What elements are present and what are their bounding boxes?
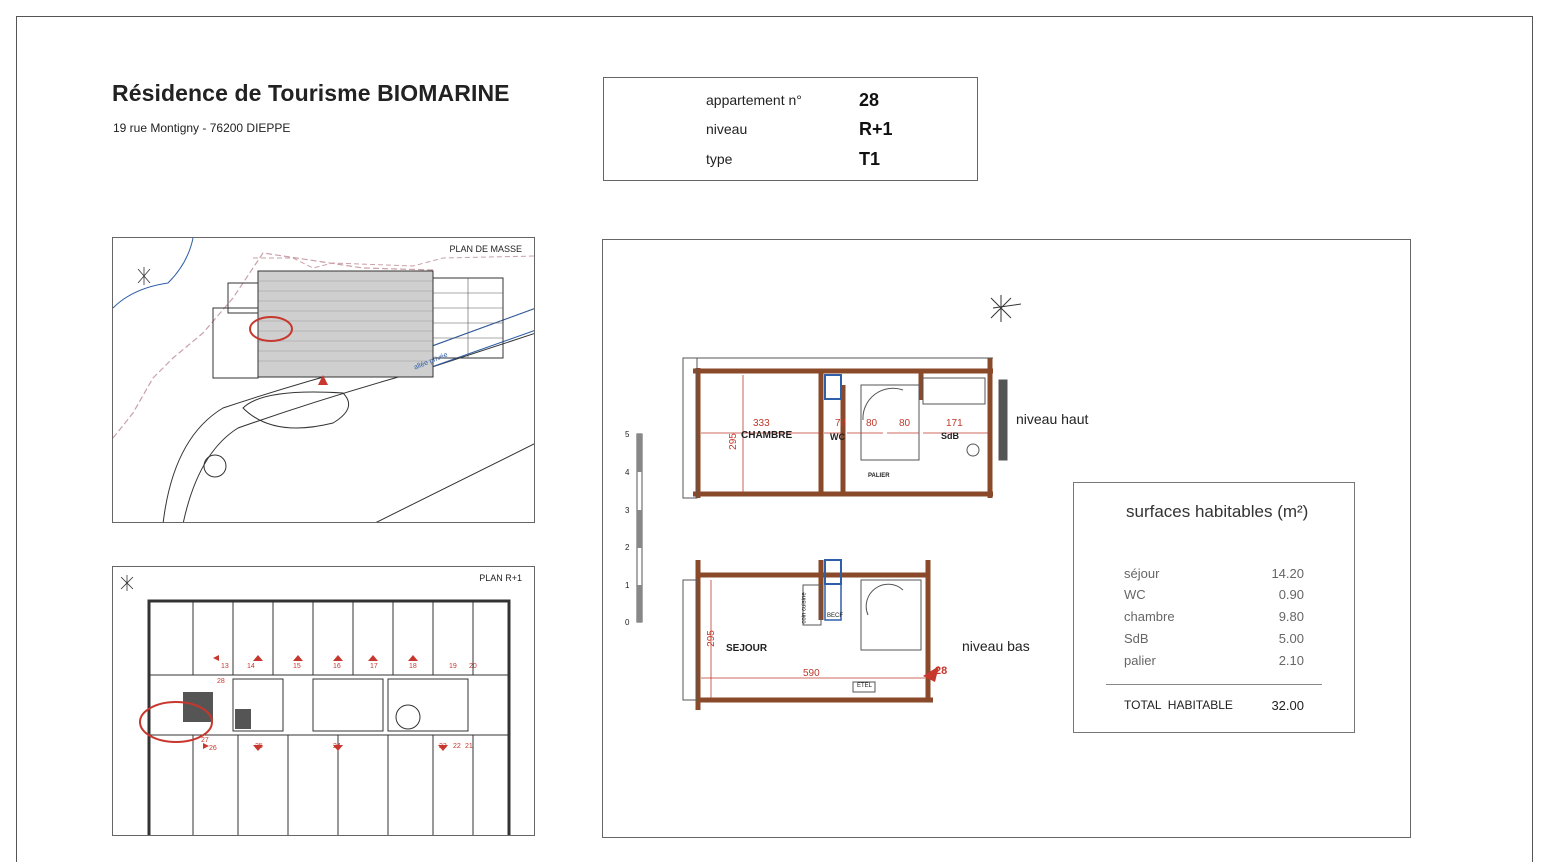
unit-number: 25 [255,743,263,750]
becf-label: BECF [827,613,844,619]
surfaces-table [1073,482,1355,733]
surface-row [1124,653,1304,668]
room-chambre: CHAMBRE [741,430,793,441]
floor-plan-panel [112,566,535,836]
dim-chambre-width: 333 [753,418,770,429]
entry-number: 28 [935,665,948,677]
dim-lower-width: 590 [803,668,820,679]
level-label: niveau [706,121,748,137]
unit-number: 27 [201,737,209,744]
site-plan-panel [112,237,535,523]
room-sdb: SdB [941,431,959,441]
address: 19 rue Montigny - 76200 DIEPPE [113,121,291,135]
page-title: Résidence de Tourisme BIOMARINE [112,80,510,106]
unit-number: 22 [453,743,461,750]
unit-number: 14 [247,663,255,670]
site-plan-title: PLAN DE MASSE [449,244,522,254]
scale-tick: 1 [625,581,630,590]
surface-value: 14.20 [1271,566,1304,581]
unit-number: 26 [209,745,217,752]
apartment-info-box [603,77,978,181]
room-palier: PALIER [868,473,890,479]
unit-number: 18 [409,663,417,670]
scale-tick: 0 [625,618,630,627]
type-label: type [706,151,733,167]
unit-number: 28 [217,678,225,685]
surface-label: WC [1124,587,1146,602]
surfaces-divider [1106,684,1322,685]
surface-label: palier [1124,653,1156,668]
scale-tick: 3 [625,506,630,515]
apartment-number-label: appartement n° [706,92,802,108]
upper-level-label: niveau haut [1016,411,1089,427]
unit-number: 16 [333,663,341,670]
surface-label: SdB [1124,631,1149,646]
floor-plan-title: PLAN R+1 [479,573,522,583]
surface-value: 2.10 [1278,653,1304,668]
scale-tick: 2 [625,543,630,552]
floor-plan-drawing [113,567,535,836]
unit-number: 23 [439,743,447,750]
type-value: T1 [859,149,881,169]
unit-number: 17 [370,663,378,670]
surface-row [1124,631,1304,646]
unit-number: 21 [465,743,473,750]
surface-value: 0.90 [1278,587,1304,602]
dim-d2: 80 [899,418,911,429]
scale-tick: 5 [625,430,630,439]
total-label: TOTAL HABITABLE [1124,698,1233,712]
surface-row [1124,587,1304,602]
surface-total-row [1124,698,1304,712]
site-plan-drawing [113,238,535,523]
surface-label: séjour [1124,566,1160,581]
lower-level-label: niveau bas [962,638,1030,654]
dim-d1: 80 [866,418,878,429]
unit-number: 24 [333,743,341,750]
unit-number: 13 [221,663,229,670]
dim-sdb-width: 171 [946,418,963,429]
surface-row [1124,566,1304,581]
room-sejour: SEJOUR [726,643,768,654]
kitchen-label: coin cuisine [801,592,808,624]
scale-tick: 4 [625,468,630,477]
street-label: allée privée [412,351,449,372]
unit-number: 19 [449,663,457,670]
total-value: 32.00 [1271,698,1304,713]
surface-row [1124,609,1304,624]
unit-number: 20 [469,663,477,670]
surface-value: 9.80 [1278,609,1304,624]
surface-label: chambre [1124,609,1175,624]
surfaces-title: surfaces habitables (m²) [1126,502,1309,521]
room-wc: WC [830,432,845,442]
etel-label: ETEL [857,683,873,689]
apartment-number-value: 28 [859,90,880,110]
unit-number: 15 [293,663,301,670]
level-value: R+1 [859,119,893,139]
dim-upper-height: 295 [727,433,739,450]
dim-wc-width: 78 [835,418,847,429]
surface-value: 5.00 [1278,631,1304,646]
dim-lower-height: 295 [705,630,717,647]
